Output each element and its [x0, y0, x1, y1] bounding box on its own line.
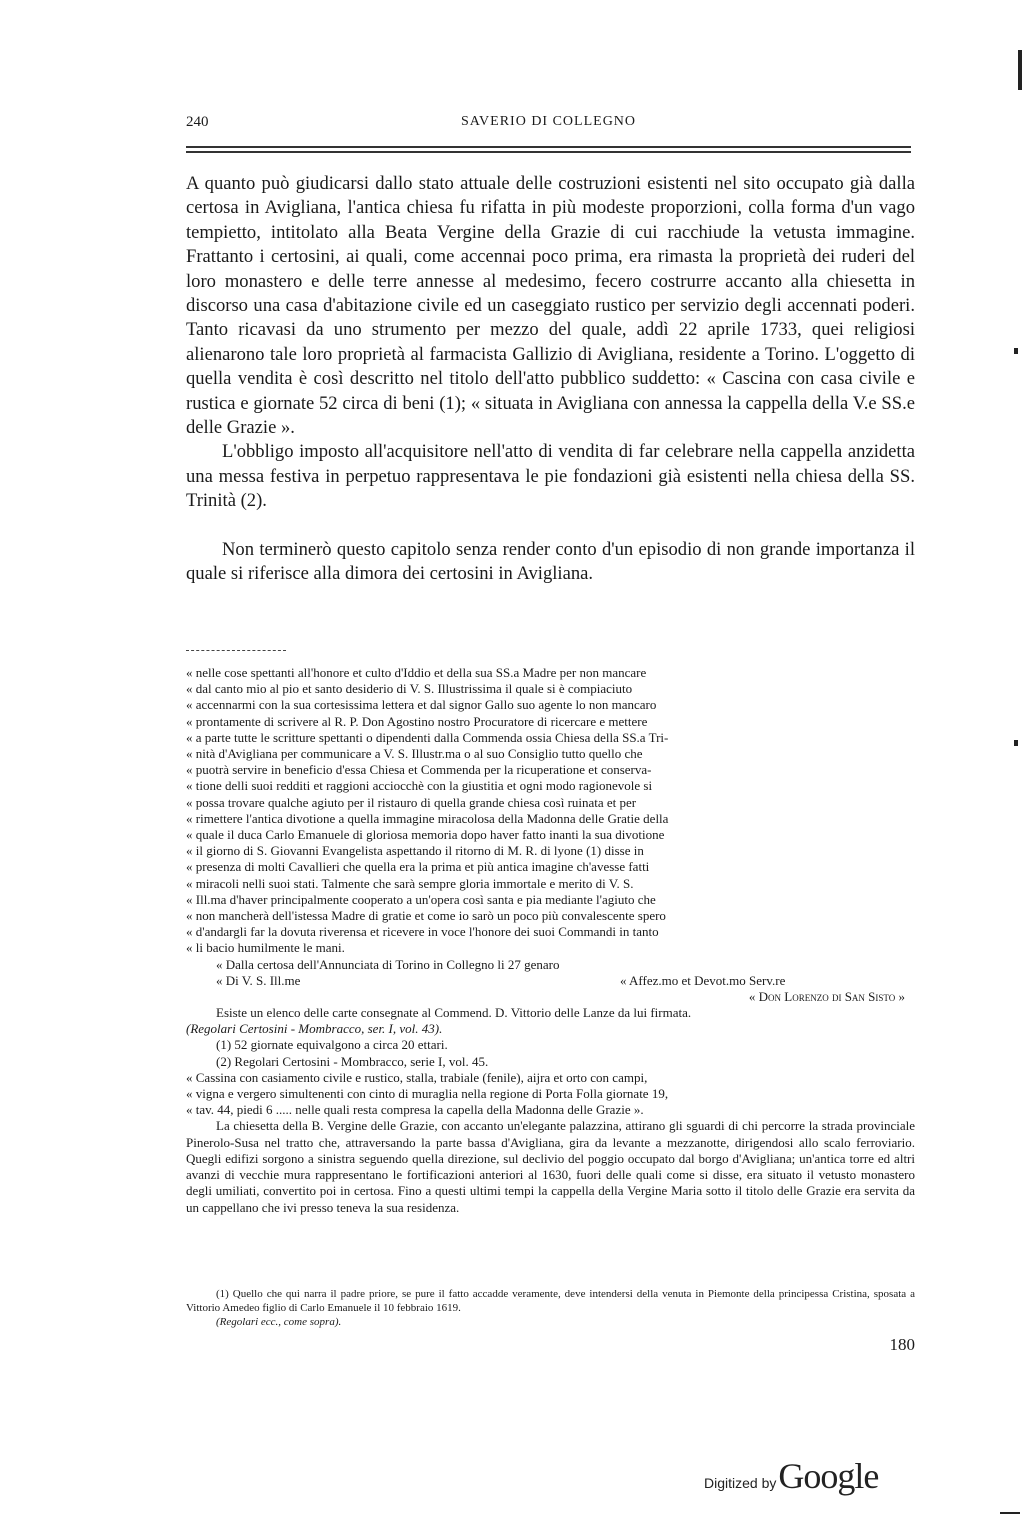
quote-line: « li bacio humilmente le mani. — [186, 940, 345, 956]
archive-note: Esiste un elenco delle carte consegnate al Commend. D. Vittorio delle Lanze da lui firmata. — [216, 1005, 692, 1021]
dateline: « Dalla certosa dell'Annunciata di Torino in Collegno li 27 genaro — [216, 956, 560, 972]
footnote-separator — [186, 650, 286, 651]
footnote-1: (1) 52 giornate equivalgono a circa 20 ettari. — [216, 1037, 448, 1053]
salutation-left: « Di V. S. Ill.me — [216, 972, 301, 988]
quote-line: « accennarmi con la sua cortesissima lettera et dal signor Gallo suo agente lo non mancaro — [186, 697, 657, 713]
quote-line: « a parte tutte le scritture spettanti o dipendenti dalla Commenda ossia Chiesa della SS.a Tri- — [186, 729, 669, 745]
quote-line: « puotrà servire in beneficio d'essa Chiesa et Commenda per la ricuperatione et conserva- — [186, 762, 652, 778]
quote-line: « nità d'Avigliana per communicare a V. S. Illustr.ma o al suo Consiglio tutto quello che — [186, 746, 643, 762]
scan-artifact — [1018, 50, 1022, 90]
signature: « Don Lorenzo di San Sisto » — [748, 988, 905, 1004]
paragraph-1: A quanto può giudicarsi dallo stato attuale delle costruzioni esistenti nel sito occupato già dalla certosa in Avigliana, l'antica chiesa fu rifatta in più modeste proporzioni, colla forma d'un vago tempietto, intitolato alla Beata Vergine della Grazie di cui racchiude la vetusta immagine. Frattanto i certosini, ai quali, come accennai poco prima, era rimasta la proprietà dei ruderi del loro monastero e delle terre annesse al medesimo, fecero costrurre accanto alla chiesetta in discorso una casa d'abitazione civile ed un caseggiato rustico per servizio degli accennati poderi. Tanto ricavasi da uno strumento per mezzo del quale, addì 22 aprile 1733, quei religiosi alienarono tale loro proprietà al farmacista Gallizio di Avigliana, residente a Torino. L'oggetto di quella vendita è così descritto nel titolo dell'atto pubblico suddetto: « Cascina con casa civile e rustica e giornate 52 circa di beni (1); « situata in Avigliana con annessa la cappella della V.e SS.e delle Grazie ». — [186, 173, 915, 439]
footnote-2: (2) Regolari Certosini - Mombracco, serie I, vol. 45. — [216, 1053, 489, 1069]
subnotes — [186, 1287, 915, 1329]
quote-line: « vigna e vergero simultenenti con cinto di muraglia nella regione di Porta Folla giornate 19, — [186, 1086, 669, 1102]
page-number: 240 — [186, 114, 209, 130]
header-rule-top — [186, 146, 911, 148]
quote-line: « miracoli nelli suoi stati. Talmente che sarà sempre gloria immortale e merito di V. S. — [186, 875, 634, 891]
letter-signature-block — [186, 957, 915, 1005]
archive-ref: (Regolari Certosini - Mombracco, ser. I, vol. 43). — [186, 1021, 443, 1037]
subnote-2: (Regolari ecc., come sopra). — [216, 1316, 342, 1328]
watermark-google-logo: Google — [778, 1456, 879, 1496]
scan-artifact — [1014, 348, 1018, 354]
footnote-2-text: La chiesetta della B. Vergine delle Grazie, con accanto un'elegante palazzina, attirano gli sguardi di chi percorre la strada provinciale Pinerolo-Susa nel tratto che, attraversando la parte bassa d'Avigliana, gira da levante a mezzanotte, dirigendosi allo scalo ferroviario. Quegli edifizi sorgono a sinistra seguendo quella direzione, sul declivio del poggio occupato dal borgo d'Avigliana; un'antica torre ed altri avanzi di vecchie mura rappresentano le fortificazioni anteriori al 1630, fuori delle quali come si disse, era situato il vetusto monastero degli umiliati, convertito poi in certosa. Fino a questi ultimi tempi la cappella della Vergine Maria sotto il titolo delle Grazie era servita da un cappellano che ivi presso teneva la sua residenza. — [186, 1118, 915, 1215]
quote-line: « rimettere l'antica divotione a quella immagine miracolosa della Madonna delle Gratie della — [186, 810, 669, 826]
quote-line: « dal canto mio al pio et santo desiderio di V. S. Illustrissima il quale si è compiaciuto — [186, 681, 633, 697]
quote-line: « d'andargli far la dovuta riverensa et ricevere in voce l'honore dei suoi Commandi in tanto — [186, 924, 659, 940]
page-header — [186, 114, 911, 136]
quoted-letter — [186, 665, 915, 957]
footnote-2-quote — [186, 1070, 915, 1119]
quote-line: « Ill.ma d'haver principalmente cooperato a un'opera così santa e pia mediante l'agiuto che — [186, 891, 656, 907]
quote-line: « Cassina con casiamento civile e rustico, stalla, trabiale (fenile), aijra et orto con campi, — [186, 1069, 648, 1085]
quote-line: « presenza di molti Cavallieri che quella era la prima et più antica imagine ch'avesse fatti — [186, 859, 650, 875]
quote-line: « tav. 44, piedi 6 ..... nelle quali resta compresa la capella della Madonna delle Grazie ». — [186, 1102, 644, 1118]
running-head: SAVERIO DI COLLEGNO — [460, 114, 637, 129]
quote-line: « prontamente di scrivere al R. P. Don Agostino nostro Procuratore di ricercare e mettere — [186, 713, 648, 729]
footnotes — [186, 665, 915, 1216]
salutation-row — [186, 973, 915, 989]
signature-folio-number: 180 — [889, 1335, 915, 1354]
quote-line: « tione delli suoi redditi et raggioni acciocchè con la giustitia et ogni modo ragionevole si — [186, 778, 653, 794]
quote-line: « il giorno di S. Giovanni Evangelista aspettando il ritorno di M. R. di lyone (1) disse in — [186, 843, 644, 859]
paragraph-2: L'obbligo imposto all'acquisitore nell'atto di vendita di far celebrare nella cappella anzidetta una messa festiva in perpetuo rappresentava le pie fondazioni già esistenti nella chiesa della SS. Trinità (2). — [186, 441, 915, 512]
google-digitized-watermark — [704, 1455, 878, 1495]
quote-line: « possa trovare qualche agiuto per il ristauro di quella grande chiesa così ruinata et per — [186, 794, 637, 810]
body-text — [186, 172, 915, 587]
scan-artifact — [1014, 740, 1018, 746]
subnote-1: (1) Quello che qui narra il padre priore, se pure il fatto accadde veramente, deve intendersi della venuta in Piemonte della principessa Cristina, sposata a Vittorio Amedeo figlio di Carlo Emanuele il 10 febbraio 1619. — [186, 1288, 915, 1314]
salutation-right: « Affez.mo et Devot.mo Serv.re — [620, 972, 786, 988]
paragraph-3: Non terminerò questo capitolo senza render conto d'un episodio di non grande importanza il quale si riferisce alla dimora dei certosini in Avigliana. — [186, 538, 915, 585]
scan-artifact — [1000, 1512, 1020, 1514]
header-rule-bottom — [186, 151, 911, 153]
quote-line: « nelle cose spettanti all'honore et culto d'Iddio et della sua SS.a Madre per non mancare — [186, 665, 647, 680]
watermark-digitized-by: Digitized by — [704, 1475, 777, 1491]
quote-line: « quale il duca Carlo Emanuele di gloriosa memoria dopo haver fatto inanti la sua divotione — [186, 827, 665, 843]
quote-line: « non mancherà dell'istessa Madre di gratie et come io sarò un poco più convalescente spero — [186, 908, 666, 924]
